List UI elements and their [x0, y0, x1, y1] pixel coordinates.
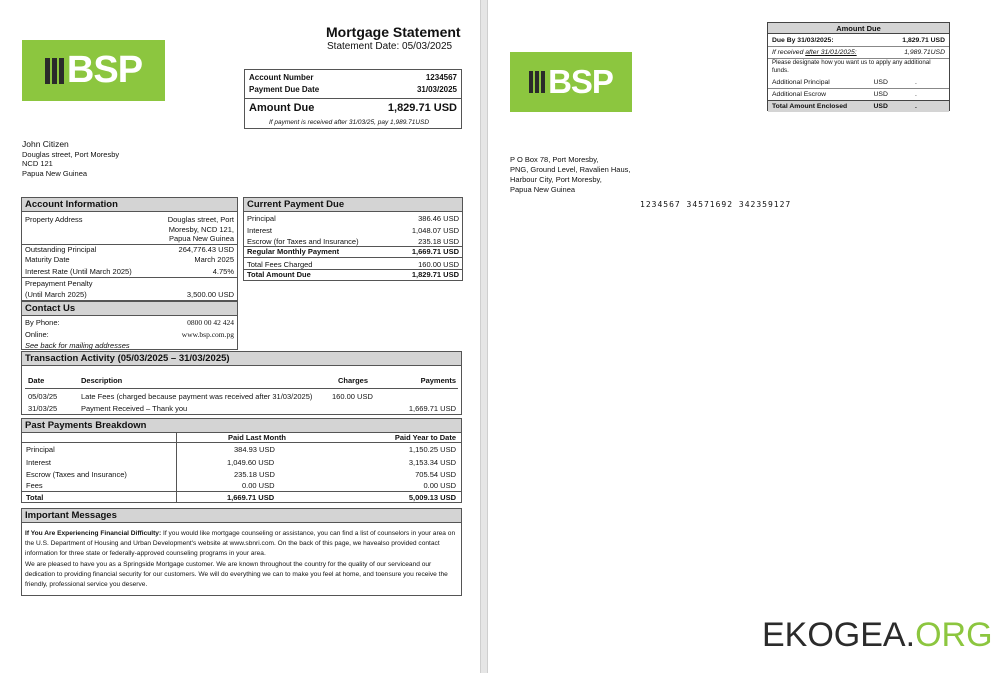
past-row-last-month: 384.93 USD: [234, 445, 275, 454]
additional-principal-input[interactable]: .: [915, 79, 917, 86]
transaction-header-description: Description: [81, 376, 123, 385]
statement-title: Mortgage Statement: [326, 24, 461, 40]
micr-line: 1234567 34571692 342359127: [640, 200, 792, 209]
past-row-year: 1,150.25 USD: [408, 445, 456, 454]
message-paragraph-2: We are pleased to have you as a Springside Mortgage customer. We are known throughout the country for the quality of our serviceand our dedication to providing financial security for our customers. We will do everything we can to make you feel at home, and toensure you receive the friendly, professional service you deserve.: [25, 561, 448, 588]
due-date: 31/03/2025: [416, 85, 457, 94]
paid-year-header: Paid Year to Date: [394, 433, 456, 442]
bsp-logo-mark-icon: [529, 71, 545, 93]
bank-address-line: P O Box 78, Port Moresby,: [510, 155, 599, 164]
late-prefix: If received: [772, 49, 806, 56]
account-information-title: Account Information: [22, 198, 237, 212]
additional-principal-currency: USD: [873, 79, 888, 86]
bank-address-line: PNG, Ground Level, Ravalien Haus,: [510, 165, 631, 174]
total-due-amount: 1,829.71 USD: [411, 270, 459, 279]
phone-number: 0800 00 42 424: [187, 318, 234, 327]
late-date: after 31/01/2025:: [805, 49, 857, 56]
total-due-label: Total Amount Due: [247, 270, 311, 279]
account-number-label: Account Number: [249, 73, 314, 82]
transaction-header-payments: Payments: [420, 376, 456, 385]
late-amount-label: [772, 47, 857, 58]
due-by-amount: 1,829.71 USD: [902, 37, 945, 44]
fees-label: Total Fees Charged: [247, 260, 313, 269]
property-address-line: Moresby, NCD 121,: [168, 224, 234, 234]
principal-amount: 386.46 USD: [418, 214, 459, 223]
account-number: 1234567: [425, 73, 457, 82]
bank-address-line: Papua New Guinea: [510, 185, 576, 194]
past-row-last-month: 1,049.60 USD: [227, 458, 275, 467]
transaction-header-charges: Charges: [338, 376, 369, 385]
past-total-label: Total: [26, 493, 44, 502]
outstanding-principal: 264,776.43 USD: [178, 245, 234, 254]
escrow-amount: 235.18 USD: [418, 237, 459, 246]
maturity-date-label: Maturity Date: [25, 255, 70, 264]
past-row-label: Principal: [26, 445, 55, 454]
online-label: Online:: [25, 330, 49, 339]
message-paragraph: [25, 529, 458, 559]
current-payment-title: Current Payment Due: [244, 198, 462, 212]
contact-us-box: [21, 301, 238, 350]
transaction-date: 31/03/25: [28, 404, 58, 413]
summary-box: [244, 69, 462, 129]
ekogea-watermark: [762, 616, 993, 655]
property-address-line: Douglas street, Port: [167, 215, 234, 224]
bsp-logo-mark-icon: [45, 58, 64, 84]
principal-label: Principal: [247, 214, 276, 223]
transaction-charges: 160.00 USD: [332, 392, 373, 401]
outstanding-principal-label: Outstanding Principal: [25, 245, 97, 254]
transaction-activity-box: [21, 351, 462, 415]
paid-last-month-header: Paid Last Month: [228, 433, 286, 442]
escrow-label: Escrow (for Taxes and Insurance): [247, 237, 359, 246]
past-row-year: 0.00 USD: [423, 481, 456, 490]
watermark-org: ORG: [915, 616, 993, 654]
past-payments-title: Past Payments Breakdown: [22, 419, 461, 433]
property-address-line: Papua New Guinea: [168, 234, 234, 243]
transaction-header-date: Date: [28, 376, 45, 385]
statement-date: Statement Date: 05/03/2025: [327, 41, 453, 52]
amount-due: 1,829.71 USD: [387, 102, 457, 114]
late-amount: 1,989.71USD: [904, 49, 945, 56]
maturity-date: March 2025: [194, 255, 234, 264]
phone-label: By Phone:: [25, 318, 60, 327]
amount-due-label: Amount Due: [249, 102, 315, 114]
due-date-label: Payment Due Date: [249, 85, 320, 94]
customer-name: John Citizen: [22, 139, 69, 149]
amount-due-box-title: Amount Due: [768, 23, 949, 34]
past-row-label: Interest: [26, 458, 52, 467]
transaction-activity-title: Transaction Activity (05/03/2025 – 31/03/2025): [22, 352, 461, 366]
customer-address-line: Papua New Guinea: [22, 168, 88, 178]
additional-escrow-input[interactable]: .: [915, 91, 917, 98]
transaction-date: 05/03/25: [28, 392, 58, 401]
interest-rate: 4.75%: [212, 267, 234, 276]
past-total-last-month: 1,669.71 USD: [227, 493, 275, 502]
prepayment-penalty-label: Prepayment Penalty: [25, 279, 93, 288]
payment-coupon-page: [488, 0, 993, 673]
current-payment-box: [243, 197, 463, 281]
bsp-logo: [22, 40, 165, 101]
bank-address-line: Harbour City, Port Moresby,: [510, 175, 602, 184]
statement-front-page: [0, 0, 480, 673]
late-payment-note: If payment is received after 31/03/25, pay 1,989.71USD: [269, 119, 430, 126]
bsp-logo-coupon: [510, 52, 632, 112]
message-lead: If You Are Experiencing Financial Difficulty:: [25, 530, 162, 537]
fees-amount: 160.00 USD: [418, 260, 459, 269]
interest-rate-label: Interest Rate (Until March 2025): [25, 267, 132, 276]
due-by-label: Due By 31/03/2025:: [772, 37, 834, 44]
past-row-year: 705.54 USD: [415, 470, 456, 479]
past-row-label: Escrow (Taxes and Insurance): [26, 470, 127, 479]
important-messages-title: Important Messages: [22, 509, 461, 523]
past-row-last-month: 235.18 USD: [234, 470, 275, 479]
account-information-box: [21, 197, 238, 301]
logo-text: BSP: [66, 49, 143, 91]
regular-payment-amount: 1,669.71 USD: [411, 247, 459, 256]
logo-text: BSP: [548, 63, 613, 100]
interest-label: Interest: [247, 226, 273, 235]
mailing-address-note: See back for mailing addresses: [25, 341, 130, 350]
transaction-payments: 1,669.71 USD: [408, 404, 456, 413]
important-messages-box: [21, 508, 462, 596]
property-address-label: Property Address: [25, 215, 83, 224]
prepayment-penalty: 3,500.00 USD: [186, 290, 234, 299]
customer-address-line: Douglas street, Port Moresby: [22, 149, 120, 159]
additional-principal-label: Additional Principal: [772, 79, 830, 86]
past-row-last-month: 0.00 USD: [242, 481, 275, 490]
customer-address-line: NCD 121: [22, 159, 53, 168]
total-enclosed-label: Total Amount Enclosed: [772, 103, 848, 110]
message-text: If you would like mortgage counseling or assistance, you can find a list of counselors in your area on the U.S. Department of Housing and Urban Development's website at www.sbnri.com. On the back of this page, we havealso provided contact information for three state or federally-approved counseling programs in your area.: [25, 530, 456, 557]
watermark-main: EKOGEA.: [762, 616, 916, 654]
additional-escrow-currency: USD: [873, 91, 888, 98]
interest-amount: 1,048.07 USD: [411, 226, 459, 235]
additional-escrow-label: Additional Escrow: [772, 91, 827, 98]
past-total-year: 5,009.13 USD: [408, 493, 456, 502]
website-link[interactable]: www.bsp.com.pg: [181, 330, 234, 339]
transaction-description: Late Fees (charged because payment was received after 31/03/2025): [81, 392, 313, 401]
transaction-description: Payment Received – Thank you: [81, 404, 188, 413]
additional-funds-instruction: Please designate how you want us to apply any additional funds.: [768, 58, 949, 75]
past-row-year: 3,153.34 USD: [408, 458, 456, 467]
customer-address: [22, 140, 119, 178]
page-divider: [480, 0, 488, 673]
regular-payment-label: Regular Monthly Payment: [247, 247, 340, 256]
past-row-label: Fees: [26, 481, 43, 490]
total-enclosed-input[interactable]: .: [915, 103, 917, 110]
contact-us-title: Contact Us: [22, 302, 237, 316]
bank-mailing-address: [510, 155, 630, 195]
past-payments-box: [21, 418, 462, 503]
total-enclosed-currency: USD: [873, 103, 888, 110]
prepayment-penalty-period: (Until March 2025): [25, 290, 87, 299]
amount-due-box: [767, 22, 950, 111]
